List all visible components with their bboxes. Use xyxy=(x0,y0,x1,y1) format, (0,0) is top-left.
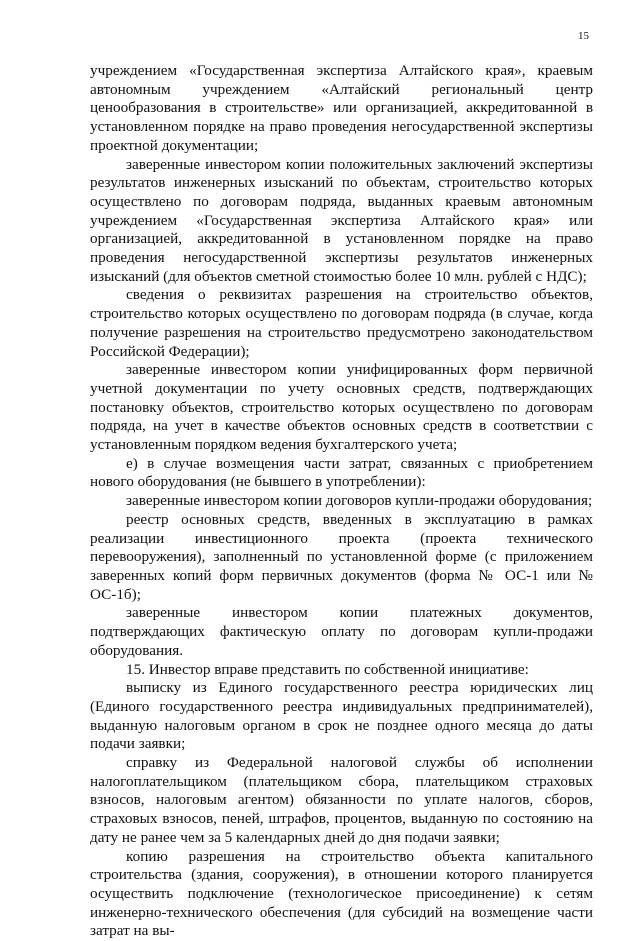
paragraph-12: копию разрешения на строительство объекта капитального строительства (здания, сооружения), в отношении которого планируется осуществить подключение (технологическое присоединение) к сетям инженерно-технического обеспечения (для субсидий на возмещение части затрат на вы- xyxy=(90,847,593,940)
paragraph-3: сведения о реквизитах разрешения на строительство объектов, строительство которых осуществлено по договорам подряда (в случае, когда получение разрешения на строительство предусмотрено законодательством Российской Федерации); xyxy=(90,286,593,360)
paragraph-7: реестр основных средств, введенных в эксплуатацию в рамках реализации инвестиционного проекта (проекта технического перевооружения), заполненный по установленной форме (с приложением заверенных копий форм первичных документов (форма № ОС-1 или № ОС-1б); xyxy=(90,510,593,603)
paragraph-8: заверенные инвестором копии платежных документов, подтверждающих фактическую оплату по договорам купли-продажи оборудования. xyxy=(90,604,593,659)
paragraph-2: заверенные инвестором копии положительных заключений экспертизы результатов инженерных изысканий по объектам, строительство которых осуществлено по договорам подряда, выданных краевым автономным учреждением «Государственная экспертиза Алтайского края» или организацией, аккредитованной в установленном порядке на право проведения негосударственной экспертизы результатов инженерных изысканий (для объектов сметной стоимостью более 10 млн. рублей с НДС); xyxy=(90,155,593,285)
paragraph-10: выписку из Единого государственного реестра юридических лиц (Единого государственного реестра индивидуальных предпринимателей), выданную налоговым органом в срок не позднее одного месяца до даты подачи заявки; xyxy=(90,679,593,753)
paragraph-9: 15. Инвестор вправе представить по собственной инициативе: xyxy=(126,660,529,678)
paragraph-5: е) в случае возмещения части затрат, связанных с приобретением нового оборудования (не бывшего в употреблении): xyxy=(90,454,593,491)
paragraph-11: справку из Федеральной налоговой службы об исполнении налогоплательщиком (плательщиком сбора, плательщиком страховых взносов, налоговым агентом) обязанности по уплате налогов, сборов, страховых взносов, пеней, штрафов, процентов, выданную по состоянию на дату не ранее чем за 5 календарных дней до дня подачи заявки; xyxy=(90,754,593,846)
page-number: 15 xyxy=(578,30,589,42)
document-body xyxy=(90,62,593,941)
paragraph-1: учреждением «Государственная экспертиза Алтайского края», краевым автономным учреждением «Алтайский региональный центр ценообразования в строительстве» или организацией, аккредитованной в установленном порядке на право проведения негосударственной экспертизы проектной документации; xyxy=(90,62,593,154)
paragraph-6: заверенные инвестором копии договоров купли-продажи оборудования; xyxy=(126,492,593,510)
paragraph-4: заверенные инвестором копии унифицированных форм первичной учетной документации по учету основных средств, подтверждающих постановку объектов, строительство которых осуществлено по договорам подряда, на учет в качестве объектов основных средств в соответствии с установленным порядком ведения бухгалтерского учета; xyxy=(90,361,593,454)
